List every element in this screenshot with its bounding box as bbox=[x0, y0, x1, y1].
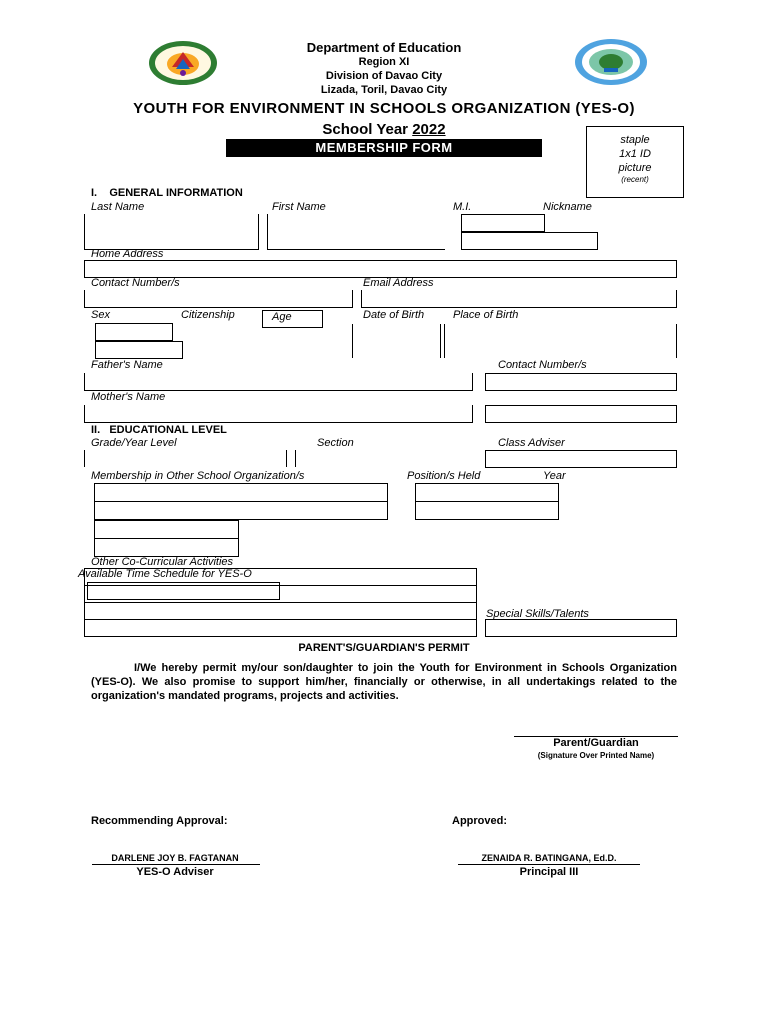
father-contact-field[interactable] bbox=[485, 373, 677, 391]
section-label: Section bbox=[317, 437, 354, 449]
fathers-name-field-left[interactable] bbox=[84, 373, 85, 391]
adviser-title: YES-O Adviser bbox=[136, 866, 214, 878]
first-name-field-left[interactable] bbox=[267, 214, 268, 250]
nickname-field[interactable] bbox=[461, 232, 598, 250]
adviser-signature-line[interactable] bbox=[92, 864, 260, 865]
mothers-name-field-bottom[interactable] bbox=[84, 422, 473, 423]
contact-numbers-label: Contact Number/s bbox=[91, 277, 180, 289]
positions-held-label: Position/s Held bbox=[407, 470, 481, 482]
co-curricular-divider-2 bbox=[84, 602, 477, 603]
citizenship-field[interactable] bbox=[95, 341, 183, 359]
principal-title: Principal III bbox=[519, 866, 579, 878]
nickname-label: Nickname bbox=[543, 201, 592, 213]
co-curricular-label: Other Co-Curricular Activities bbox=[91, 556, 234, 568]
special-skills-label: Special Skills/Talents bbox=[486, 608, 589, 620]
sex-label: Sex bbox=[91, 309, 110, 321]
photo-staple-text: staple bbox=[620, 134, 650, 146]
educational-level-heading: II. EDUCATIONAL LEVEL bbox=[91, 424, 227, 436]
school-year-label: School Year bbox=[322, 121, 409, 138]
fathers-name-field-right bbox=[472, 373, 473, 391]
photo-picture-text: picture bbox=[618, 162, 652, 174]
photo-recent-text: (recent) bbox=[621, 175, 649, 184]
citizenship-label: Citizenship bbox=[181, 309, 235, 321]
school-year-value: 2022 bbox=[412, 121, 446, 138]
parent-guardian-label: Parent/Guardian bbox=[553, 737, 639, 749]
pob-field-right bbox=[676, 324, 677, 358]
contact-field-left[interactable] bbox=[84, 290, 85, 308]
permit-heading: PARENT'S/GUARDIAN'S PERMIT bbox=[298, 642, 470, 654]
email-field-right bbox=[676, 290, 677, 308]
home-address-label: Home Address bbox=[91, 248, 164, 260]
principal-name: ZENAIDA R. BATINGANA, Ed.D. bbox=[481, 853, 617, 863]
principal-signature-line[interactable] bbox=[458, 864, 640, 865]
mothers-name-field-right bbox=[472, 405, 473, 423]
last-name-field-left[interactable] bbox=[84, 214, 85, 250]
co-curricular-divider-3 bbox=[84, 619, 477, 620]
id-picture-box bbox=[586, 126, 684, 198]
mi-label: M.I. bbox=[453, 201, 472, 213]
year-label: Year bbox=[543, 470, 566, 482]
position-field-2[interactable] bbox=[415, 501, 559, 520]
pob-field-left[interactable] bbox=[444, 324, 445, 358]
region-text: Region XI bbox=[358, 56, 410, 68]
first-name-field-bottom[interactable] bbox=[267, 249, 445, 250]
age-label: Age bbox=[272, 311, 292, 323]
mother-contact-field[interactable] bbox=[485, 405, 677, 423]
org-title: YOUTH FOR ENVIRONMENT IN SCHOOLS ORGANIZATION (YES-O) bbox=[133, 100, 635, 117]
last-name-label: Last Name bbox=[91, 201, 145, 213]
time-schedule-field[interactable] bbox=[87, 582, 280, 600]
mothers-name-field-left[interactable] bbox=[84, 405, 85, 423]
contact-field-right bbox=[352, 290, 353, 308]
signature-note: (Signature Over Printed Name) bbox=[537, 751, 655, 760]
place-of-birth-label: Place of Birth bbox=[453, 309, 519, 321]
age-field[interactable] bbox=[262, 310, 323, 328]
mi-field[interactable] bbox=[461, 214, 545, 232]
special-skills-field[interactable] bbox=[485, 619, 677, 637]
fathers-name-label: Father's Name bbox=[91, 359, 163, 371]
home-address-field[interactable] bbox=[84, 260, 677, 278]
membership-form-banner: MEMBERSHIP FORM bbox=[226, 139, 542, 157]
membership-org-field-4[interactable] bbox=[94, 538, 239, 557]
father-contact-label: Contact Number/s bbox=[498, 359, 587, 371]
grade-field-left[interactable] bbox=[84, 450, 85, 467]
department-title: Department of Education bbox=[306, 40, 462, 55]
time-schedule-label: Available Time Schedule for YES-O bbox=[78, 568, 252, 580]
grade-field-right bbox=[286, 450, 287, 467]
dob-field-right bbox=[440, 324, 441, 358]
general-information-heading: I. GENERAL INFORMATION bbox=[91, 187, 243, 199]
membership-org-field-3[interactable] bbox=[94, 520, 239, 539]
division-text: Division of Davao City bbox=[325, 70, 443, 82]
grade-level-label: Grade/Year Level bbox=[91, 437, 177, 449]
date-of-birth-label: Date of Birth bbox=[363, 309, 425, 321]
email-field-bottom[interactable] bbox=[361, 307, 677, 308]
membership-org-field-1[interactable] bbox=[94, 483, 388, 502]
email-field-left[interactable] bbox=[361, 290, 362, 308]
last-name-field-right bbox=[258, 214, 259, 250]
adviser-name: DARLENE JOY B. FAGTANAN bbox=[111, 853, 239, 863]
permit-body: I/We hereby permit my/our son/daughter to join the Youth for Environment in Schools Organization (YES-O). We also promise to support him/her, financially or otherwise, in all undertakings related to the organization's mandated programs, projects and activities. bbox=[91, 662, 677, 702]
membership-orgs-label: Membership in Other School Organization/s bbox=[91, 470, 305, 482]
dob-field-left[interactable] bbox=[352, 324, 353, 358]
first-name-label: First Name bbox=[272, 201, 326, 213]
approved-label: Approved: bbox=[452, 815, 507, 827]
position-field-1[interactable] bbox=[415, 483, 559, 502]
section-field-left[interactable] bbox=[295, 450, 296, 467]
membership-org-field-2[interactable] bbox=[94, 501, 388, 520]
contact-field-bottom[interactable] bbox=[84, 307, 353, 308]
class-adviser-label: Class Adviser bbox=[498, 437, 565, 449]
address-text: Lizada, Toril, Davao City bbox=[320, 84, 448, 96]
mothers-name-label: Mother's Name bbox=[91, 391, 166, 403]
email-address-label: Email Address bbox=[363, 277, 434, 289]
recommending-approval-label: Recommending Approval: bbox=[91, 815, 228, 827]
class-adviser-field[interactable] bbox=[485, 450, 677, 468]
sex-field[interactable] bbox=[95, 323, 173, 341]
photo-size-text: 1x1 ID bbox=[619, 148, 651, 160]
